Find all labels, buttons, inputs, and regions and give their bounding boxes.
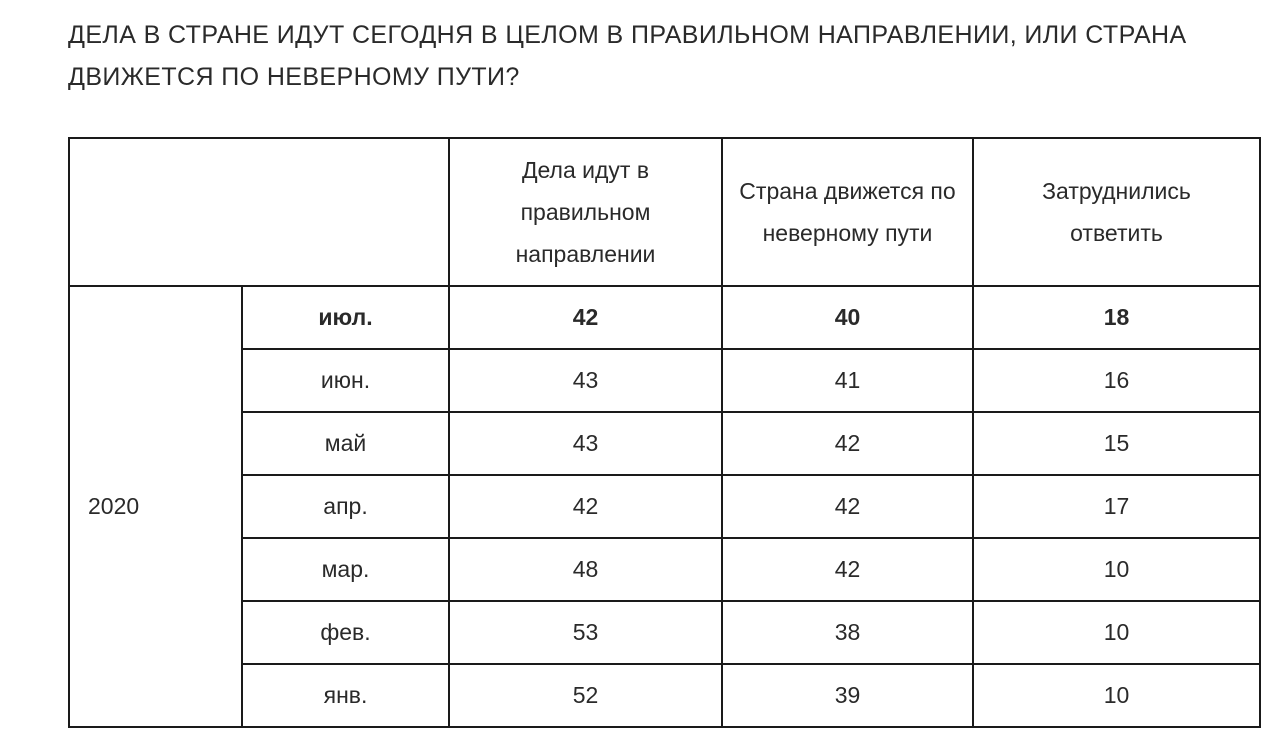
header-empty-cell xyxy=(69,138,449,286)
year-cell: 2020 xyxy=(69,286,242,727)
value-unsure-cell: 16 xyxy=(973,349,1260,412)
value-wrong-cell: 38 xyxy=(722,601,973,664)
value-wrong-cell: 42 xyxy=(722,412,973,475)
value-wrong-cell: 39 xyxy=(722,664,973,727)
table-row xyxy=(69,664,1260,727)
table-row xyxy=(69,412,1260,475)
value-wrong-cell: 42 xyxy=(722,475,973,538)
value-unsure-cell: 18 xyxy=(973,286,1260,349)
value-unsure-cell: 17 xyxy=(973,475,1260,538)
value-right-cell: 42 xyxy=(449,286,722,349)
question-title: ДЕЛА В СТРАНЕ ИДУТ СЕГОДНЯ В ЦЕЛОМ В ПРАВИЛЬНОМ НАПРАВЛЕНИИ, ИЛИ СТРАНА ДВИЖЕТСЯ ПО НЕВЕРНОМУ ПУТИ? xyxy=(68,21,1187,91)
value-unsure-cell: 10 xyxy=(973,601,1260,664)
value-unsure-cell: 10 xyxy=(973,538,1260,601)
value-right-cell: 52 xyxy=(449,664,722,727)
value-right-cell: 43 xyxy=(449,412,722,475)
header-right-direction: Дела идут в правильном направлении xyxy=(449,138,722,286)
month-cell: июл. xyxy=(242,286,449,349)
month-cell: мар. xyxy=(242,538,449,601)
poll-table xyxy=(68,137,1261,728)
value-wrong-cell: 42 xyxy=(722,538,973,601)
month-cell: апр. xyxy=(242,475,449,538)
table-row xyxy=(69,475,1260,538)
value-unsure-cell: 15 xyxy=(973,412,1260,475)
month-cell: май xyxy=(242,412,449,475)
header-row xyxy=(69,138,1260,286)
header-wrong-path: Страна движется по неверному пути xyxy=(722,138,973,286)
value-wrong-cell: 40 xyxy=(722,286,973,349)
header-hard-to-say: Затруднились ответить xyxy=(973,138,1260,286)
value-right-cell: 53 xyxy=(449,601,722,664)
month-cell: июн. xyxy=(242,349,449,412)
month-cell: янв. xyxy=(242,664,449,727)
table-row xyxy=(69,538,1260,601)
value-right-cell: 42 xyxy=(449,475,722,538)
month-cell: фев. xyxy=(242,601,449,664)
table-row xyxy=(69,349,1260,412)
value-unsure-cell: 10 xyxy=(973,664,1260,727)
table-row xyxy=(69,286,1260,349)
value-wrong-cell: 41 xyxy=(722,349,973,412)
table-row xyxy=(69,601,1260,664)
value-right-cell: 43 xyxy=(449,349,722,412)
value-right-cell: 48 xyxy=(449,538,722,601)
